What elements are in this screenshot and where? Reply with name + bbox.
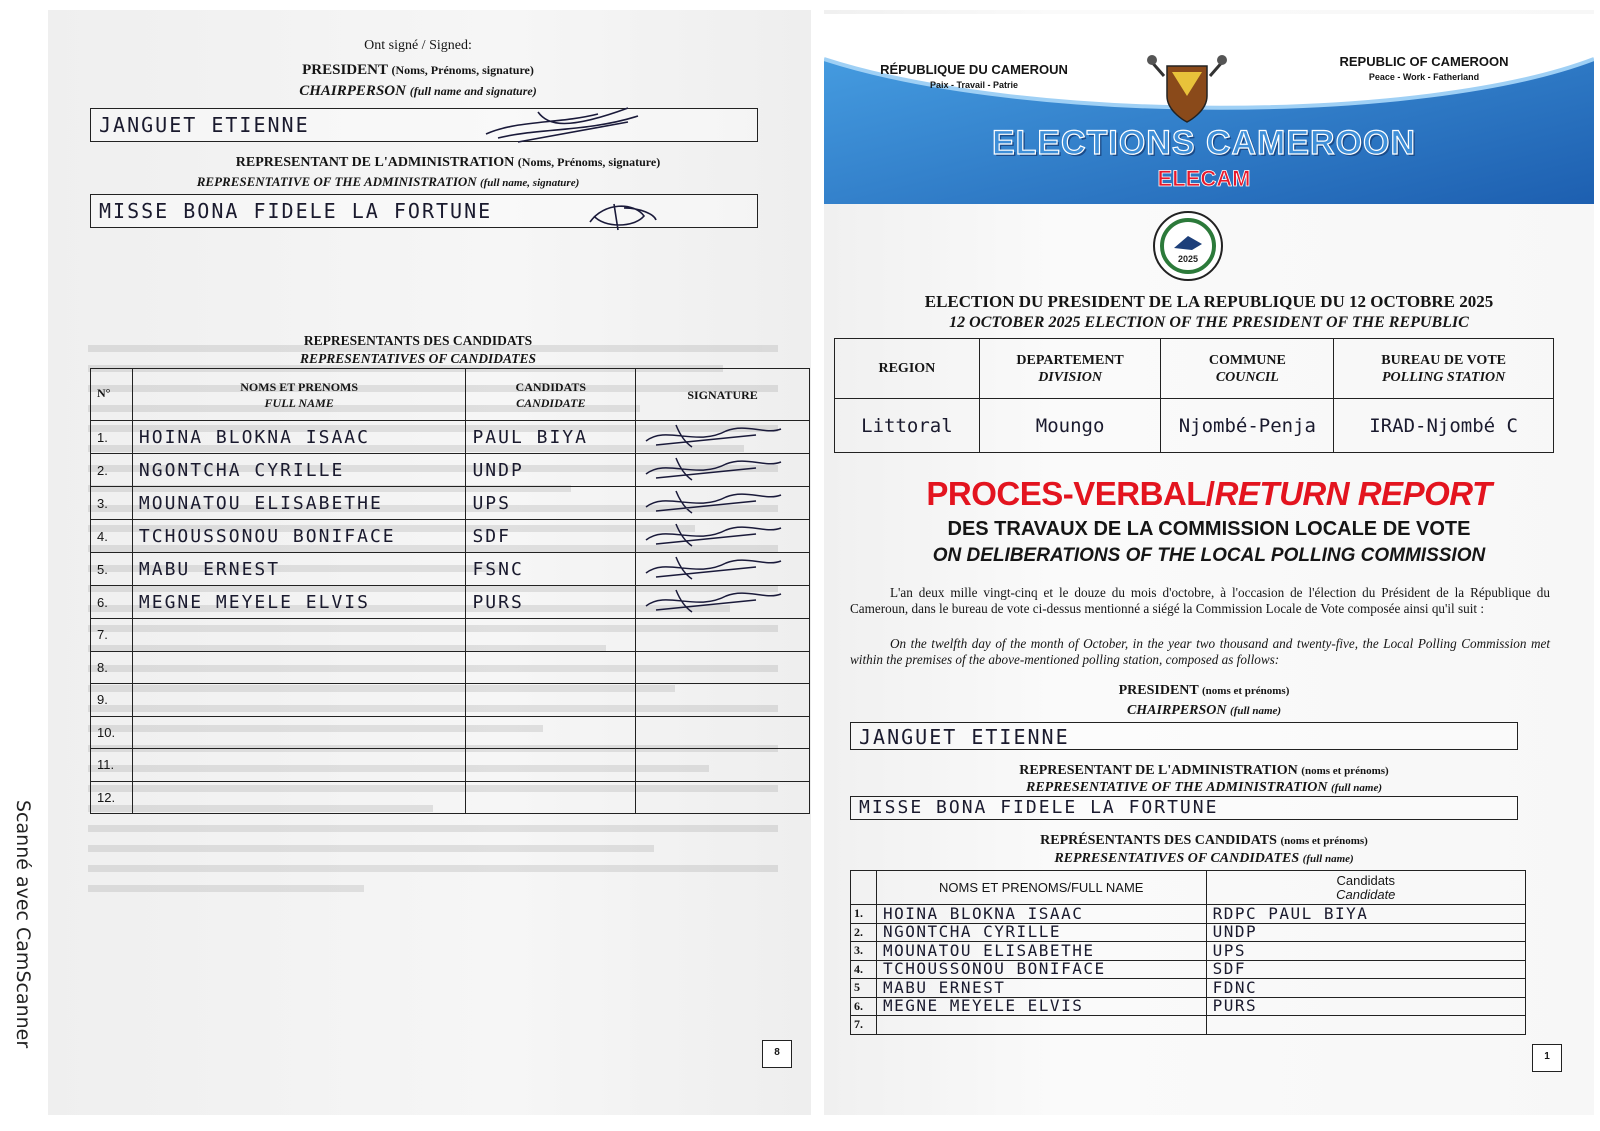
candidates-title-fr: REPRESENTANTS DES CANDIDATS (303, 333, 533, 348)
table-row (91, 454, 810, 487)
candidate-name (466, 716, 636, 749)
table-row (851, 979, 1526, 998)
table-row (91, 586, 810, 619)
location-value: Njombé-Penja (1161, 399, 1334, 453)
representative-name: MOUNATOU ELISABETHE (876, 942, 1206, 961)
row-number: 2. (851, 923, 877, 942)
page-number-right: 1 (1532, 1044, 1562, 1072)
row-number: 3. (851, 942, 877, 961)
candidate-name (466, 619, 636, 652)
intro-text-en: On the twelfth day of the month of October, in the year two thousand and twenty-five, the Local Polling Commission met within the premises of the above-mentioned polling station, composed as follows: (850, 636, 1550, 667)
representative-name: MEGNE MEYELE ELVIS (876, 997, 1206, 1016)
candidate-name (466, 749, 636, 782)
r-president-label-fr: PRESIDENT (noms et prénoms) (1118, 683, 1290, 698)
signature-cell (636, 421, 810, 454)
representative-name: NGONTCHA CYRILLE (132, 454, 466, 487)
table-row (91, 749, 810, 782)
r-candidates-table (850, 870, 1526, 1035)
row-number: 1. (91, 421, 133, 454)
location-values-row (835, 399, 1554, 453)
table-row (851, 942, 1526, 961)
row-number: 7. (851, 1016, 877, 1035)
representative-name: MEGNE MEYELE ELVIS (132, 586, 466, 619)
signature-cell (636, 684, 810, 717)
candidate-name: FSNC (466, 553, 636, 586)
representative-name: HOINA BLOKNA ISAAC (132, 421, 466, 454)
header-right-country: REPUBLIC OF CAMEROON Peace - Work - Fatherland (1339, 54, 1509, 82)
r-president-name: JANGUET ETIENNE (859, 725, 1070, 749)
candidate-name: UNDP (466, 454, 636, 487)
svg-text:2025: 2025 (1177, 254, 1199, 264)
r-admin-label-fr: REPRESENTANT DE L'ADMINISTRATION (noms et prénoms) (1019, 763, 1389, 778)
row-number: 10. (91, 716, 133, 749)
elecam-title: ELECTIONS CAMEROON (991, 124, 1417, 162)
representative-name: TCHOUSSONOU BONIFACE (132, 520, 466, 553)
candidate-name (1206, 1016, 1525, 1035)
candidate-name: RDPC PAUL BIYA (1206, 905, 1525, 924)
signature-cell (636, 651, 810, 684)
president-name-box (90, 108, 758, 142)
signature-mark-icon (636, 487, 786, 515)
row-number: 4. (91, 520, 133, 553)
signature-mark-icon (636, 454, 786, 482)
r-president-label-en: CHAIRPERSON (full name) (1126, 703, 1282, 718)
row-number: 4. (851, 960, 877, 979)
row-number: 6. (91, 586, 133, 619)
table-row (851, 960, 1526, 979)
table-row (91, 716, 810, 749)
row-number: 7. (91, 619, 133, 652)
signed-label: Ont signé / Signed: (364, 38, 472, 53)
r-president-name-box (850, 722, 1518, 750)
coat-of-arms-icon (1142, 52, 1232, 126)
admin-name: MISSE BONA FIDELE LA FORTUNE (99, 199, 493, 223)
candidate-name: SDF (1206, 960, 1525, 979)
table-row (91, 781, 810, 814)
president-signature (478, 102, 648, 150)
candidate-name (466, 684, 636, 717)
representative-name (132, 781, 466, 814)
table-row (851, 923, 1526, 942)
row-number: 9. (91, 684, 133, 717)
representative-name (132, 651, 466, 684)
row-number: 8. (91, 651, 133, 684)
elecam-emblem-icon (1152, 210, 1224, 282)
president-name: JANGUET ETIENNE (99, 113, 310, 137)
candidate-name: FDNC (1206, 979, 1525, 998)
location-header: DEPARTEMENT DIVISION (979, 339, 1161, 399)
representative-name: MOUNATOU ELISABETHE (132, 487, 466, 520)
signature-cell (636, 553, 810, 586)
intro-text-fr: L'an deux mille vingt-cinq et le douze du mois d'octobre, à l'occasion de l'élection du Président de la République du Cameroun, dans le bureau de vote ci-dessus mentionné a siégé la Commission Locale de Vote composée ainsi qu'il suit : (850, 585, 1550, 616)
signature-mark-icon (636, 586, 786, 614)
election-title-fr: ELECTION DU PRESIDENT DE LA REPUBLIQUE DU 12 OCTOBRE 2025 (924, 292, 1494, 311)
r-admin-name-box (850, 796, 1518, 820)
r-candidates-title-en: REPRESENTATIVES OF CANDIDATES (full name) (1054, 851, 1354, 866)
row-number: 11. (91, 749, 133, 782)
table-row (91, 421, 810, 454)
table-row (91, 553, 810, 586)
candidate-name (466, 651, 636, 684)
admin-label-en: REPRESENTATIVE OF THE ADMINISTRATION (full name, signature) (196, 174, 580, 189)
table-row (851, 905, 1526, 924)
candidates-title-en: REPRESENTATIVES OF CANDIDATES (299, 351, 537, 366)
table-header-row (91, 369, 810, 421)
row-number: 3. (91, 487, 133, 520)
admin-label-fr: REPRESENTANT DE L'ADMINISTRATION (Noms, Prénoms, signature) (235, 155, 661, 170)
r-admin-name: MISSE BONA FIDELE LA FORTUNE (859, 797, 1219, 818)
table-row (851, 997, 1526, 1016)
table-row (91, 520, 810, 553)
col-signature: SIGNATURE (636, 369, 810, 421)
representative-name: HOINA BLOKNA ISAAC (876, 905, 1206, 924)
signature-mark-icon (636, 553, 786, 581)
col-num: N° (91, 369, 133, 421)
location-value: Littoral (835, 399, 980, 453)
candidate-name: UPS (1206, 942, 1525, 961)
candidate-name: UPS (466, 487, 636, 520)
location-header: BUREAU DE VOTE POLLING STATION (1334, 339, 1554, 399)
president-label-fr: PRESIDENT (Noms, Prénoms, signature) (302, 62, 534, 78)
row-number: 12. (91, 781, 133, 814)
table-row (91, 487, 810, 520)
representative-name: TCHOUSSONOU BONIFACE (876, 960, 1206, 979)
r-col-full-name: NOMS ET PRENOMS/FULL NAME (876, 871, 1206, 905)
row-number: 5. (91, 553, 133, 586)
table-row (91, 619, 810, 652)
signature-mark-icon (636, 421, 786, 449)
location-table (834, 338, 1554, 453)
candidate-name (466, 781, 636, 814)
row-number: 1. (851, 905, 877, 924)
scanner-watermark: Scanné avec CamScanner (12, 800, 34, 1049)
row-number: 6. (851, 997, 877, 1016)
signature-cell (636, 619, 810, 652)
candidate-name: PURS (1206, 997, 1525, 1016)
candidate-name: SDF (466, 520, 636, 553)
candidate-name: PURS (466, 586, 636, 619)
r-admin-label-en: REPRESENTATIVE OF THE ADMINISTRATION (full name) (1025, 780, 1382, 795)
right-page (824, 10, 1594, 1115)
col-candidate: CANDIDATS CANDIDATE (466, 369, 636, 421)
row-number: 2. (91, 454, 133, 487)
signature-mark-icon (636, 520, 786, 548)
admin-signature (584, 198, 664, 234)
location-header: COMMUNE COUNCIL (1161, 339, 1334, 399)
location-header-row (835, 339, 1554, 399)
table-row (91, 684, 810, 717)
col-full-name: NOMS ET PRENOMS FULL NAME (132, 369, 466, 421)
location-header: REGION (835, 339, 980, 399)
table-row (851, 1016, 1526, 1035)
candidate-name: UNDP (1206, 923, 1525, 942)
representative-name: NGONTCHA CYRILLE (876, 923, 1206, 942)
representative-name: MABU ERNEST (876, 979, 1206, 998)
representative-name (132, 684, 466, 717)
representative-name: MABU ERNEST (132, 553, 466, 586)
report-subtitle-en: ON DELIBERATIONS OF THE LOCAL POLLING COMMISSION (932, 545, 1486, 566)
row-number: 5 (851, 979, 877, 998)
location-value: Moungo (979, 399, 1161, 453)
signature-cell (636, 454, 810, 487)
table-row (91, 651, 810, 684)
r-col-candidate: Candidats Candidate (1206, 871, 1525, 905)
signature-cell (636, 749, 810, 782)
left-page (48, 10, 811, 1115)
representative-name (132, 619, 466, 652)
location-value: IRAD-Njombé C (1334, 399, 1554, 453)
report-title: PROCES-VERBAL/RETURN REPORT (926, 475, 1492, 512)
signature-cell (636, 586, 810, 619)
representative-name (876, 1016, 1206, 1035)
candidate-name: PAUL BIYA (466, 421, 636, 454)
signature-cell (636, 781, 810, 814)
president-label-en: CHAIRPERSON (full name and signature) (299, 83, 537, 99)
page-number: 8 (762, 1040, 792, 1068)
signature-cell (636, 716, 810, 749)
header-left-country: RÉPUBLIQUE DU CAMEROUN Paix - Travail - Patrie (880, 62, 1068, 90)
r-candidates-title-fr: REPRÉSENTANTS DES CANDIDATS (noms et prénoms) (1040, 833, 1368, 848)
election-title-en: 12 OCTOBER 2025 ELECTION OF THE PRESIDENT OF THE REPUBLIC (949, 314, 1469, 331)
signature-cell (636, 487, 810, 520)
representative-name (132, 716, 466, 749)
candidates-signature-table (90, 368, 810, 814)
elecam-acronym: ELECAM (1157, 166, 1251, 191)
header-banner (824, 14, 1594, 204)
report-subtitle-fr: DES TRAVAUX DE LA COMMISSION LOCALE DE VOTE (947, 518, 1471, 540)
signature-cell (636, 520, 810, 553)
r-table-header-row (851, 871, 1526, 905)
representative-name (132, 749, 466, 782)
